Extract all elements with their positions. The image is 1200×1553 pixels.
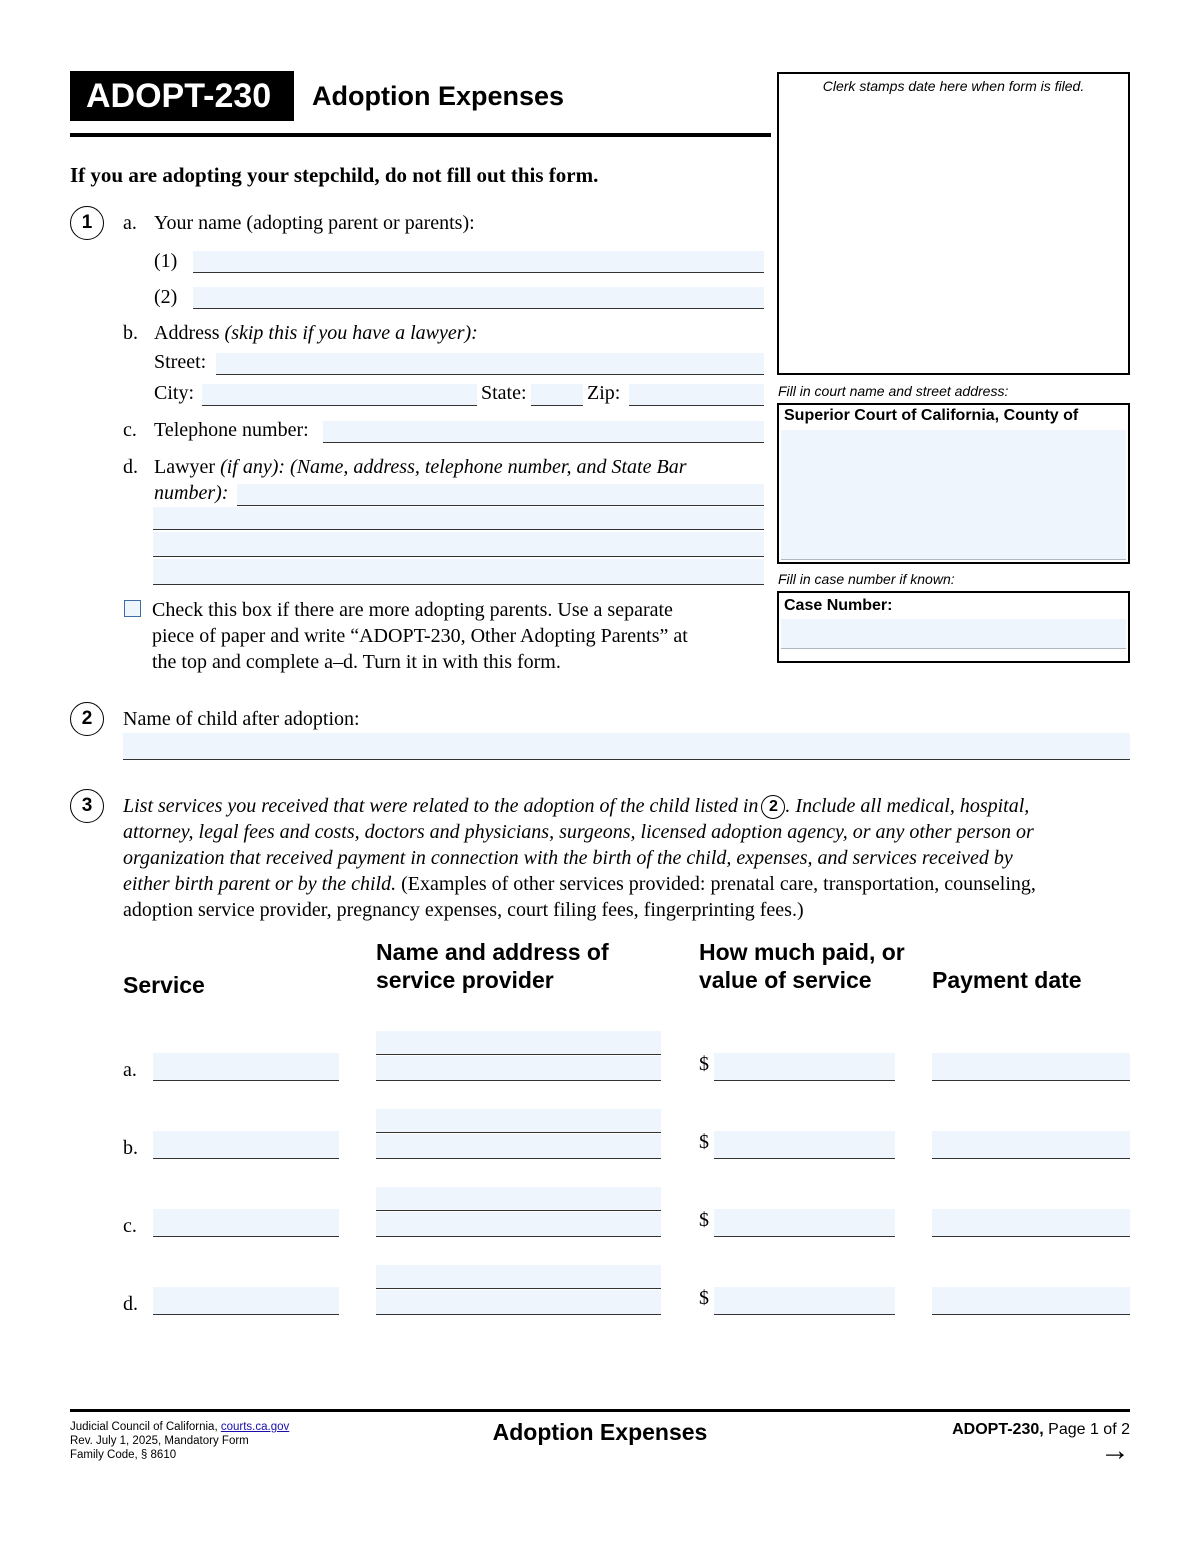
item-3-line4 [123, 872, 1036, 896]
telephone-field[interactable] [323, 421, 764, 443]
item-1c-letter: c. [123, 419, 137, 441]
row-c-provider-field-1[interactable] [376, 1187, 661, 1211]
court-name-field[interactable] [781, 430, 1126, 560]
lawyer-field-line3[interactable] [153, 532, 764, 557]
row-a-letter: a. [123, 1059, 137, 1081]
city-label: City: [154, 382, 195, 404]
item-1b-letter: b. [123, 322, 138, 344]
street-label: Street: [154, 351, 207, 373]
row-d-amount-field[interactable] [714, 1287, 895, 1315]
lawyer-label-line2: number): [154, 482, 229, 504]
address-note: (skip this if you have a lawyer): [224, 322, 478, 344]
row-d-provider-field-1[interactable] [376, 1265, 661, 1289]
row-b-provider-field-2[interactable] [376, 1134, 661, 1159]
child-name-field[interactable] [123, 733, 1130, 760]
item-1-number: 1 [70, 206, 104, 240]
stepchild-warning: If you are adopting your stepchild, do not fill out this form. [70, 163, 599, 187]
child-name-label: Name of child after adoption: [123, 708, 360, 730]
row-a-provider-field-1[interactable] [376, 1031, 661, 1055]
row-d-dollar: $ [699, 1287, 709, 1309]
col-header-paid-2: value of service [699, 967, 872, 993]
row-b-service-field[interactable] [153, 1131, 339, 1159]
lawyer-label-line1 [154, 455, 686, 479]
footer-form-id: ADOPT-230, [952, 1421, 1044, 1438]
state-field[interactable] [531, 384, 583, 406]
form-title: Adoption Expenses [312, 81, 565, 111]
court-box-instruction: Fill in court name and street address: [778, 383, 1009, 399]
address-label: Address [154, 322, 220, 344]
item-1a-letter: a. [123, 212, 137, 234]
item-3-line4b: (Examples of other services provided: prenatal care, transportation, counseling, [396, 873, 1036, 895]
item-1d-letter: d. [123, 456, 138, 478]
zip-field[interactable] [629, 384, 764, 406]
lawyer-field-line4[interactable] [153, 559, 764, 585]
row-c-service-field[interactable] [153, 1209, 339, 1237]
lawyer-label: Lawyer [154, 456, 216, 478]
footer-council-text: Judicial Council of California, [70, 1421, 221, 1433]
footer-title: Adoption Expenses [492, 1419, 708, 1445]
row-c-letter: c. [123, 1215, 137, 1237]
checkbox-text-line2: piece of paper and write “ADOPT-230, Other Adopting Parents” at [152, 625, 688, 647]
clerk-stamp-caption: Clerk stamps date here when form is filed. [822, 78, 1085, 94]
footer-council [70, 1420, 289, 1434]
row-b-amount-field[interactable] [714, 1131, 895, 1159]
item-1a-label: Your name (adopting parent or parents): [154, 212, 475, 234]
court-box-title: Superior Court of California, County of [784, 407, 1079, 424]
parent-1-name-field[interactable] [193, 251, 764, 273]
form-id: ADOPT-230 [86, 77, 272, 115]
header-rule [70, 133, 771, 137]
item-3-line1a: List services you received that were related to the adoption of the child listed in [123, 795, 759, 817]
item-3-line1b: . Include all medical, hospital, [785, 795, 1030, 817]
item-3-line5: adoption service provider, pregnancy expenses, court filing fees, fingerprinting fees.) [123, 899, 804, 921]
row-b-date-field[interactable] [932, 1131, 1130, 1159]
lawyer-field-line2[interactable] [153, 507, 764, 530]
row-d-letter: d. [123, 1293, 138, 1315]
col-header-provider-2: service provider [376, 967, 554, 993]
lawyer-note: (if any): (Name, address, telephone number, and State Bar [220, 456, 687, 478]
item-3-line3: organization that received payment in connection with the birth of the child, expenses, and services received by [123, 847, 1013, 869]
row-c-amount-field[interactable] [714, 1209, 895, 1237]
telephone-label: Telephone number: [154, 419, 309, 441]
footer-rule [70, 1409, 1130, 1412]
item-3-line4a: either birth parent or by the child. [123, 873, 397, 895]
row-c-dollar: $ [699, 1209, 709, 1231]
parent-2-name-field[interactable] [193, 287, 764, 309]
checkbox-text-line3: the top and complete a–d. Turn it in with this form. [152, 651, 561, 673]
zip-label: Zip: [587, 382, 621, 404]
col-header-provider-1: Name and address of [376, 939, 609, 965]
row-b-letter: b. [123, 1137, 138, 1159]
row-d-service-field[interactable] [153, 1287, 339, 1315]
row-c-date-field[interactable] [932, 1209, 1130, 1237]
checkbox-text-line1: Check this box if there are more adopting parents. Use a separate [152, 599, 673, 621]
item-3-line1 [123, 794, 1029, 819]
city-field[interactable] [202, 384, 477, 406]
clerk-stamp-box [777, 72, 1130, 375]
parent-2-label: (2) [154, 286, 178, 308]
item-3-number: 3 [70, 789, 104, 823]
item-2-number: 2 [70, 702, 104, 736]
case-number-field[interactable] [781, 619, 1126, 649]
row-a-provider-field-2[interactable] [376, 1056, 661, 1081]
col-header-service: Service [123, 972, 205, 998]
next-page-arrow-icon: → [1100, 1434, 1130, 1467]
case-box-instruction: Fill in case number if known: [778, 571, 955, 587]
case-number-label: Case Number: [784, 597, 893, 614]
more-parents-checkbox[interactable] [124, 600, 141, 617]
row-a-date-field[interactable] [932, 1053, 1130, 1081]
item-2-reference: 2 [761, 795, 785, 819]
item-1b-label [154, 321, 478, 345]
row-b-dollar: $ [699, 1131, 709, 1153]
footer-revision: Rev. July 1, 2025, Mandatory Form [70, 1435, 249, 1447]
lawyer-field-line1[interactable] [237, 484, 764, 506]
state-label: State: [481, 382, 527, 404]
row-a-service-field[interactable] [153, 1053, 339, 1081]
row-d-provider-field-2[interactable] [376, 1290, 661, 1315]
row-a-amount-field[interactable] [714, 1053, 895, 1081]
row-b-provider-field-1[interactable] [376, 1109, 661, 1133]
row-a-dollar: $ [699, 1053, 709, 1075]
col-header-date: Payment date [932, 967, 1082, 993]
row-c-provider-field-2[interactable] [376, 1212, 661, 1237]
col-header-paid-1: How much paid, or [699, 939, 905, 965]
row-d-date-field[interactable] [932, 1287, 1130, 1315]
courts-link[interactable]: courts.ca.gov [220, 1421, 290, 1433]
item-3-line2: attorney, legal fees and costs, doctors and physicians, surgeons, licensed adoption agency, or any other person or [123, 821, 1034, 843]
parent-1-label: (1) [154, 250, 178, 272]
footer-code: Family Code, § 8610 [70, 1449, 177, 1461]
footer-page-number: Page 1 of 2 [1043, 1421, 1130, 1438]
street-field[interactable] [216, 353, 764, 375]
